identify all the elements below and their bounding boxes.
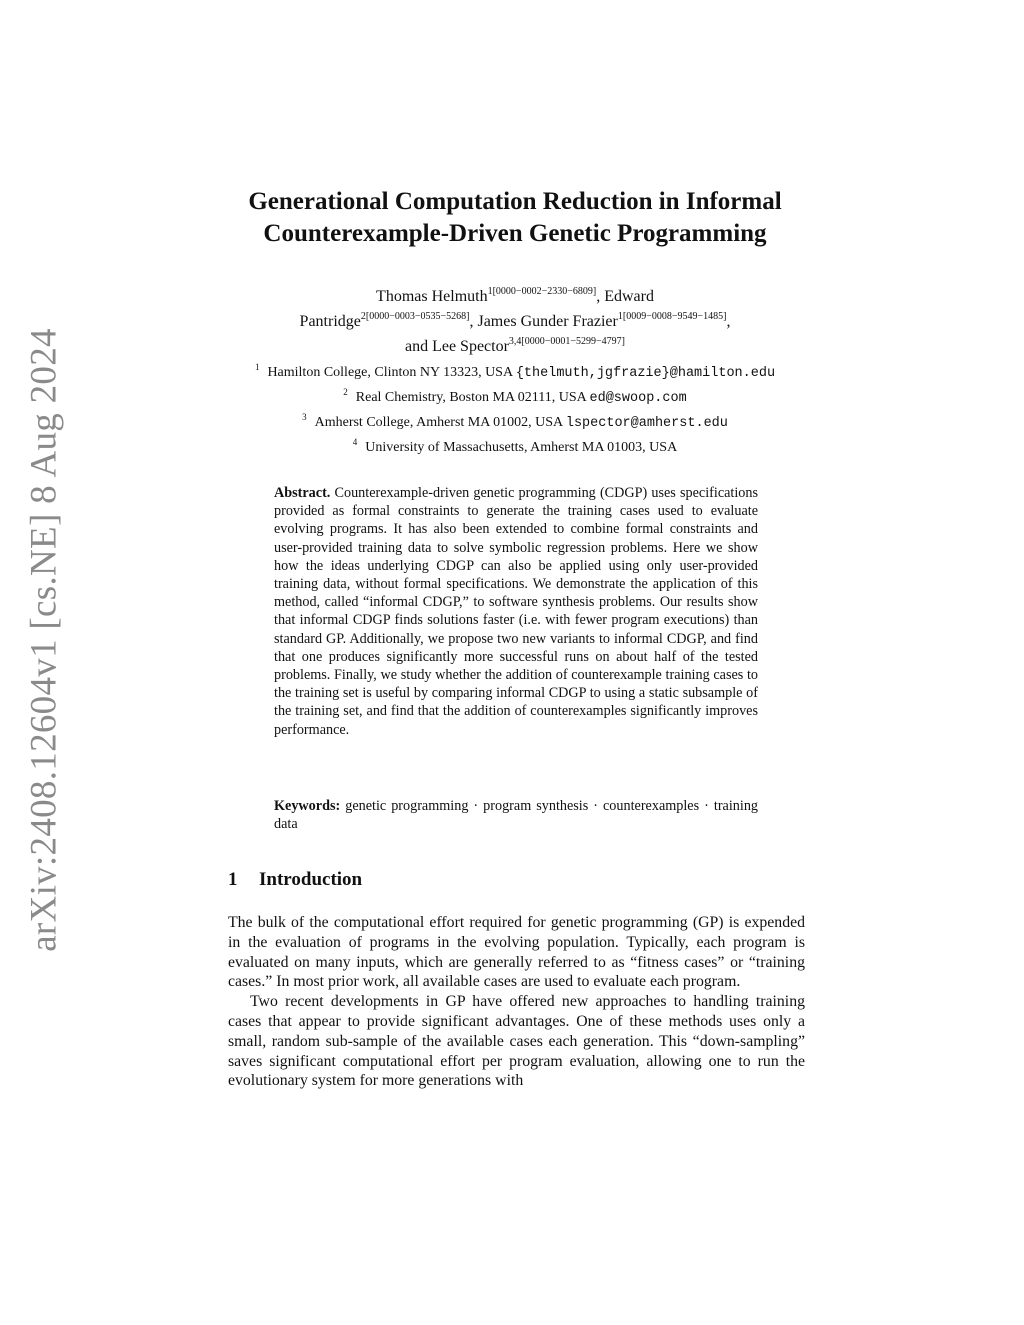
paragraph: Two recent developments in GP have offered new approaches to handling training cases that appear to provide significant advantages. One of these methods uses only a small, random sub-sample of the available cases each generation. This “down-sampling” saves significant computational effort per program evaluation, allowing one to run the evolutionary system for more generations with (228, 993, 805, 1090)
author-name: and Lee Spector (404, 338, 509, 355)
abstract (274, 484, 758, 739)
author-orcid: 1[0000−0002−2330−6809] (487, 286, 597, 297)
author-orcid: 1[0009−0008−9549−1485] (617, 311, 727, 322)
section-heading (228, 869, 362, 891)
paper-title (215, 186, 815, 250)
author-name: , Edward (596, 288, 654, 305)
abstract-label: Abstract. (274, 485, 331, 501)
author-line-2 (215, 307, 815, 332)
keywords (274, 797, 758, 833)
affiliation-number: 1 (254, 362, 260, 372)
author-line-1 (215, 282, 815, 307)
affiliation-1 (215, 358, 815, 383)
author-line-3 (215, 332, 815, 357)
keywords-text: genetic programming · program synthesis · counterexamples · training data (274, 798, 759, 833)
affiliation-email: ed@swoop.com (589, 391, 687, 406)
affiliation-email: {thelmuth,jgfrazie}@hamilton.edu (515, 366, 776, 381)
affiliation-text: University of Massachusetts, Amherst MA 01003, USA (365, 440, 678, 455)
title-line-1: Generational Computation Reduction in Informal (248, 188, 782, 215)
abstract-text: Counterexample-driven genetic programming (CDGP) uses specifications provided as formal constraints to generate the training cases used to evaluate evolving programs. It has also been extended to combine formal constraints and user-provided training data to solve symbolic regression problems. Here we show how the ideas underlying CDGP can also be applied using only user-provided training data, without formal specifications. We demonstrate the application of this method, called “informal CDGP,” to software synthesis problems. Our results show that informal CDGP finds solutions faster (i.e. with fewer program executions) than standard GP. Additionally, we propose two new variants to informal CDGP, and find that one produces significantly more successful runs on about half of the tested problems. Finally, we study whether the addition of counterexample training cases to the training set is useful by comparing informal CDGP to using a static subsample of the training set, and find that the addition of counterexamples significantly improves performance. (274, 485, 759, 738)
author-name: Pantridge (299, 313, 361, 330)
body-text (228, 913, 805, 1091)
author-name: , James Gunder Frazier (469, 313, 618, 330)
affiliation-number: 4 (352, 437, 358, 447)
separator: , (726, 313, 731, 330)
affiliation-number: 3 (302, 412, 307, 422)
affiliation-text: Amherst College, Amherst MA 01002, USA (314, 415, 566, 430)
author-orcid: 3,4[0000−0001−5299−4797] (508, 336, 626, 347)
affiliation-2 (215, 383, 815, 408)
author-list (215, 282, 815, 357)
affiliation-3 (215, 408, 815, 433)
section-title: Introduction (259, 869, 363, 890)
author-name: Thomas Helmuth (376, 288, 488, 305)
paragraph: The bulk of the computational effort required for genetic programming (GP) is expended in the evaluation of programs in the evolving population. Typically, each program is evaluated on many inputs, which are generally referred to as “fitness cases” or “training cases.” In most prior work, all available cases are used to evaluate each program. (228, 914, 805, 991)
keywords-label: Keywords: (274, 798, 341, 814)
affiliation-text: Hamilton College, Clinton NY 13323, USA (267, 365, 516, 380)
affiliation-email: lspector@amherst.edu (565, 416, 728, 431)
affiliation-text: Real Chemistry, Boston MA 02111, USA (355, 390, 590, 405)
arxiv-identifier: arXiv:2408.12604v1 [cs.NE] 8 Aug 2024 (23, 328, 65, 952)
title-line-2: Counterexample-Driven Genetic Programming (263, 220, 767, 247)
author-orcid: 2[0000−0003−0535−5268] (360, 311, 470, 322)
affiliation-list (215, 358, 815, 457)
affiliation-4 (215, 433, 815, 457)
affiliation-number: 2 (343, 387, 348, 397)
section-number: 1 (228, 869, 238, 890)
